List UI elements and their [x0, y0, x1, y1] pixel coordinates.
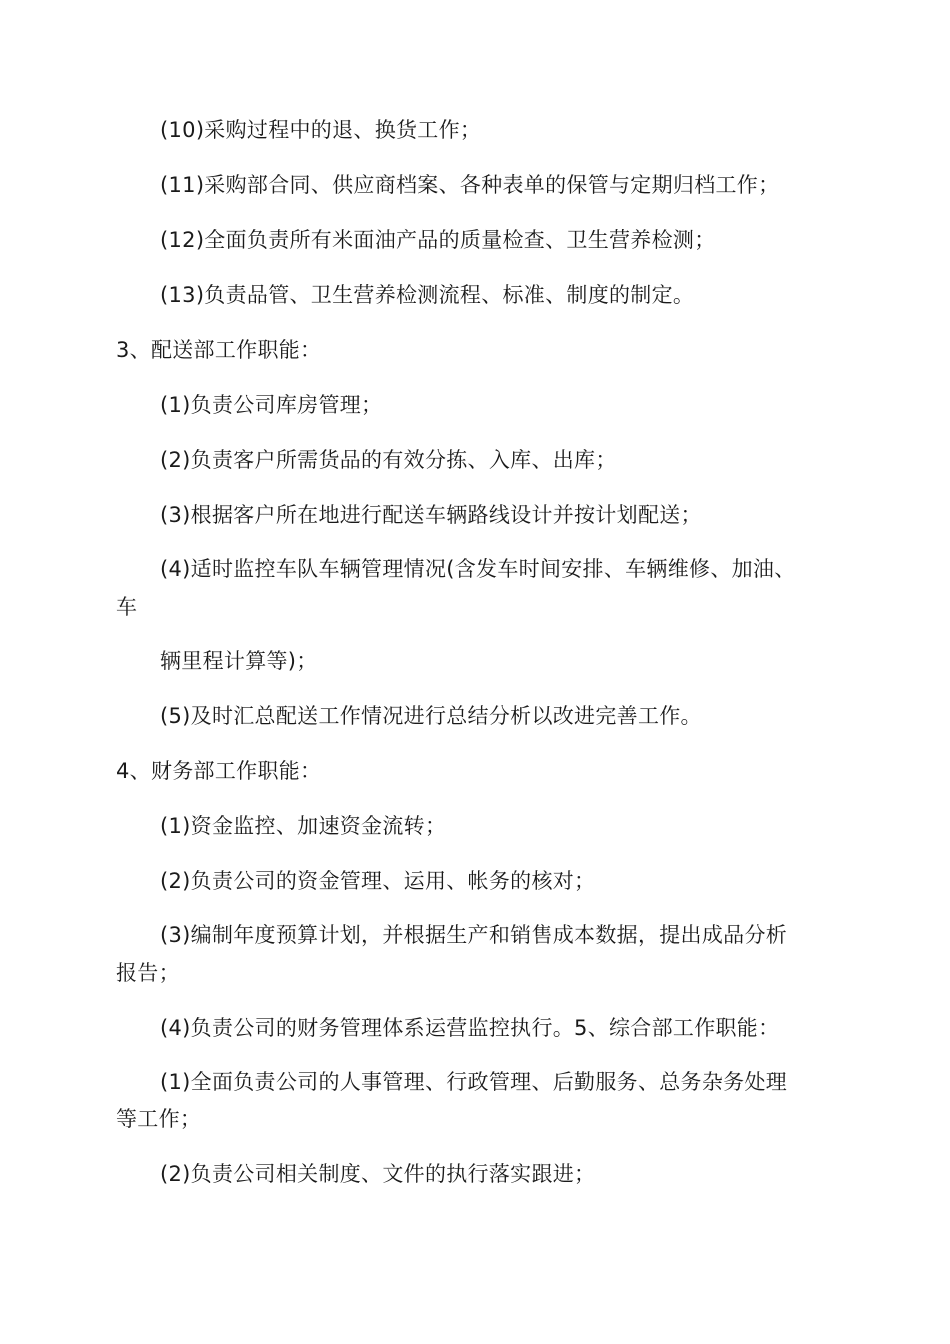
list-item-general-1-wrap: 等工作；: [116, 1107, 202, 1131]
list-item-delivery-1: (1)负责公司库房管理；: [160, 393, 383, 417]
section-heading-delivery: 3、配送部工作职能：: [116, 338, 322, 362]
list-item-finance-2: (2)负责公司的资金管理、运用、帐务的核对；: [160, 869, 596, 893]
list-item-finance-3-wrap: 报告；: [116, 961, 180, 985]
section-heading-finance: 4、财务部工作职能：: [116, 759, 322, 783]
list-item-delivery-2: (2)负责客户所需货品的有效分拣、入库、出库；: [160, 448, 617, 472]
list-item-delivery-5: (5)及时汇总配送工作情况进行总结分析以改进完善工作。: [160, 704, 702, 728]
list-item-11: (11)采购部合同、供应商档案、各种表单的保管与定期归档工作；: [160, 173, 780, 197]
list-item-finance-3: (3)编制年度预算计划，并根据生产和销售成本数据，提出成品分析: [160, 923, 788, 947]
list-item-general-1: (1)全面负责公司的人事管理、行政管理、后勤服务、总务杂务处理: [160, 1070, 788, 1094]
list-item-finance-4: (4)负责公司的财务管理体系运营监控执行。5、综合部工作职能：: [160, 1016, 780, 1040]
list-item-delivery-3: (3)根据客户所在地进行配送车辆路线设计并按计划配送；: [160, 503, 702, 527]
list-item-delivery-4: (4)适时监控车队车辆管理情况(含发车时间安排、车辆维修、加油、: [160, 557, 796, 581]
list-item-10: (10)采购过程中的退、换货工作；: [160, 118, 482, 142]
list-item-general-2: (2)负责公司相关制度、文件的执行落实跟进；: [160, 1162, 596, 1186]
list-item-13: (13)负责品管、卫生营养检测流程、标准、制度的制定。: [160, 283, 695, 307]
list-item-finance-1: (1)资金监控、加速资金流转；: [160, 814, 447, 838]
list-item-12: (12)全面负责所有米面油产品的质量检查、卫生营养检测；: [160, 228, 716, 252]
list-item-delivery-4-wrap: 车: [116, 595, 138, 619]
list-item-delivery-4-continuation: 辆里程计算等)；: [160, 649, 318, 673]
